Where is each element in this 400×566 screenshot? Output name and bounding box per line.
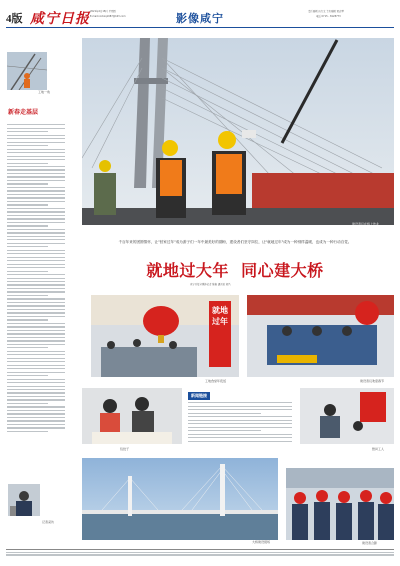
main-headline: 就地过大年 同心建大桥: [146, 261, 324, 280]
left-bottom-photo-credit: 记者采访: [42, 520, 55, 524]
visit-photo: [300, 388, 394, 444]
banner-text: 就地过年: [212, 305, 228, 326]
main-photo: [82, 38, 394, 225]
page-number-badge: 4版: [6, 13, 23, 25]
section-title: 影像咸宁: [176, 13, 224, 25]
news-link-box: [188, 392, 292, 450]
issue-date: 2021年2月18日 星期四: [90, 10, 116, 13]
news-link-title: 新闻链接: [188, 392, 210, 400]
main-caption: 千百年来的团圆情怀，让"回家过年"成为游子们一年中最美好的期盼，建设者们坚守岗位，让"就地过年"成为一种别样温暖，也成为一种行动自觉。: [118, 240, 352, 244]
bridge-aerial-photo: [82, 458, 278, 540]
main-photo-credit: 建设者们在桥上作业: [352, 222, 380, 226]
canteen-photo: [91, 295, 239, 377]
bridge-photo-caption: 大桥建设现场: [252, 540, 271, 544]
main-byline: 咸宁日报全媒体记者 陈鑫 通讯员 刘昌: [190, 283, 231, 286]
header-rule: [6, 27, 394, 28]
visit-photo-caption: 慰问工人: [372, 447, 385, 451]
dumplings-photo-caption: 包饺子: [120, 447, 130, 451]
left-bottom-photo: [8, 484, 40, 516]
left-top-photo: [7, 52, 47, 90]
celebration-photo-caption: 建设者们欢度春节: [360, 379, 385, 383]
side-column-text: [7, 122, 65, 484]
left-top-photo-credit: 工地一角: [38, 90, 51, 94]
side-column-title: 新春走基层: [8, 110, 39, 116]
celebration-photo: [247, 295, 394, 377]
editor-line: 责任编辑 伍力文 美术编辑 黄志琴: [308, 10, 344, 13]
workers-photo-caption: 建设者合影: [362, 541, 378, 545]
news-link-text: [188, 400, 292, 448]
email-line: E-mail:xnrbxq1987@163.com: [90, 15, 126, 18]
canteen-photo-caption: 工地食堂年夜饭: [205, 379, 227, 383]
page-header: [0, 0, 400, 28]
footer-rule: [6, 549, 394, 550]
workers-group-photo: [286, 468, 394, 540]
footer-strip: [6, 551, 394, 561]
dumplings-photo: [82, 388, 182, 444]
paper-name-logo: 咸宁日报: [30, 12, 90, 27]
phone-line: 电话 0715 - 8128773: [316, 15, 341, 18]
